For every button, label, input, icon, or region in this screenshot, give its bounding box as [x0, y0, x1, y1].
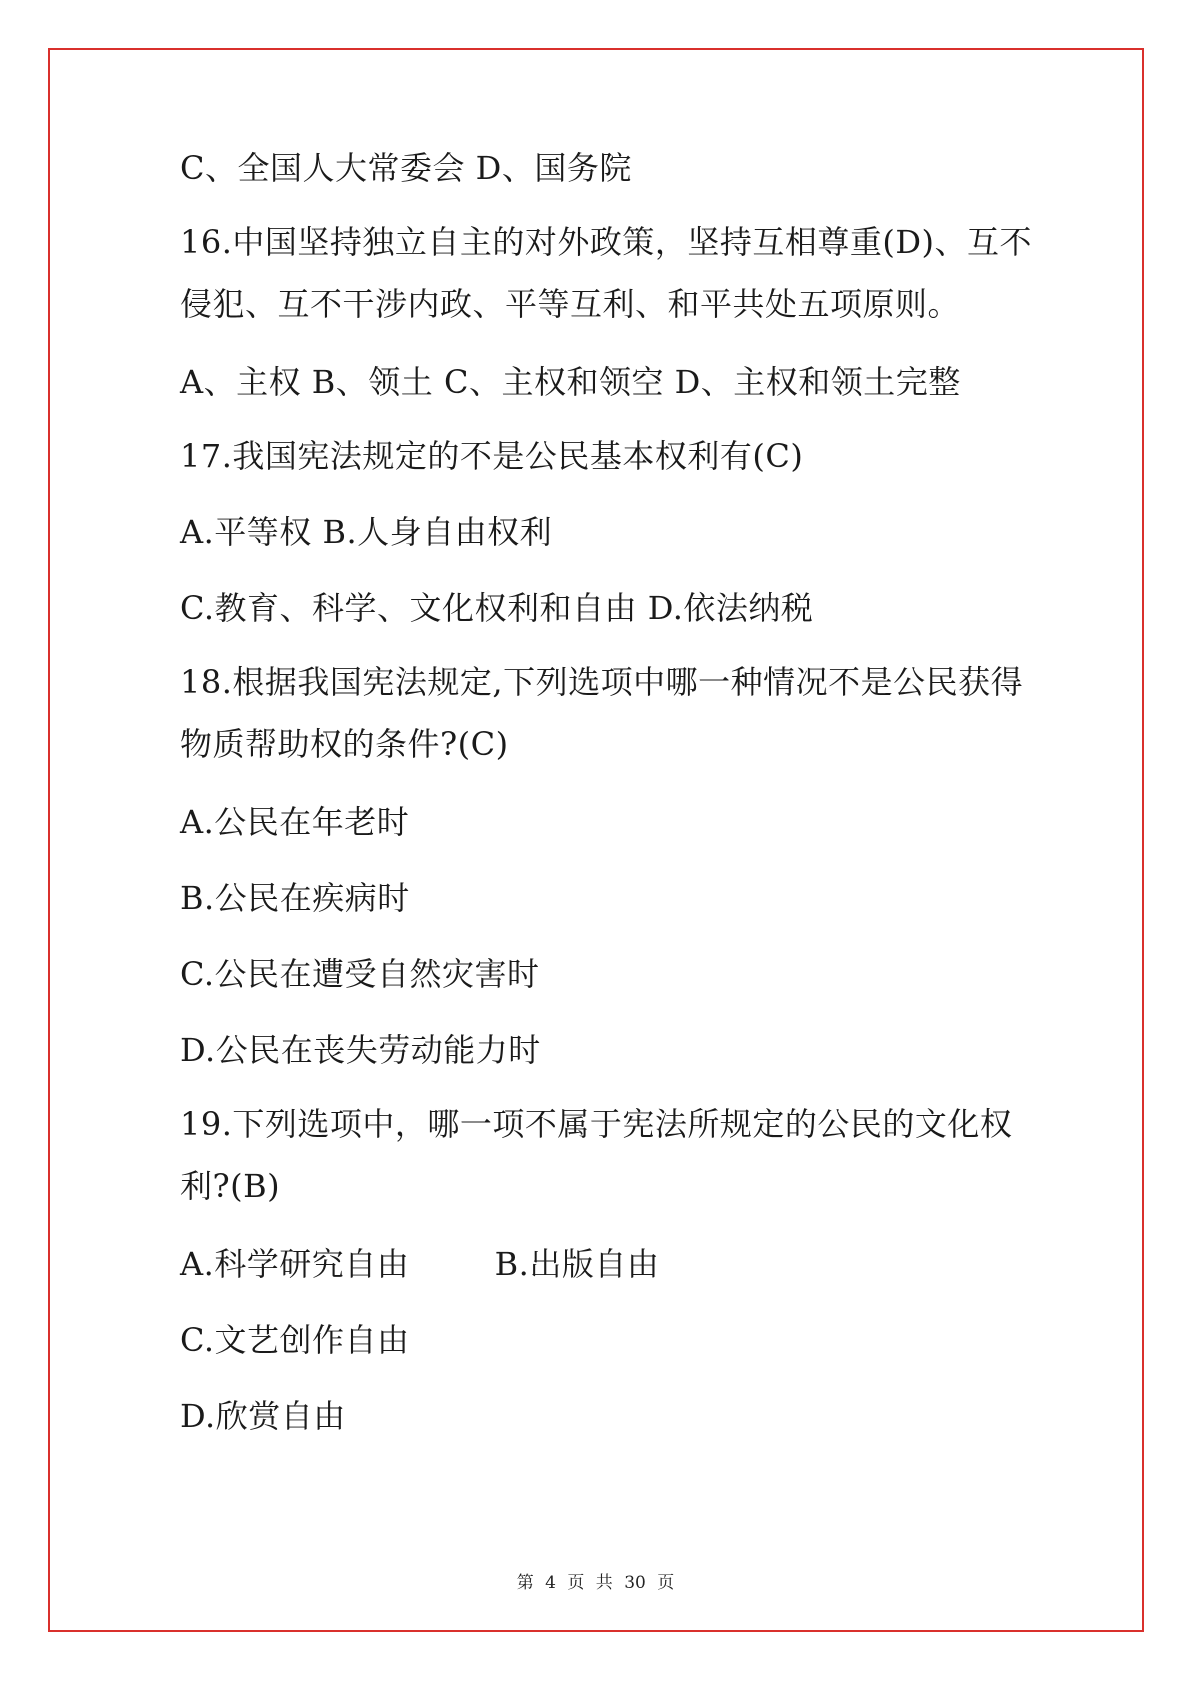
footer-prefix: 第: [516, 1573, 534, 1593]
question-17-options-ab: A.平等权 B.人身自由权利: [180, 513, 553, 551]
footer-suffix: 页: [657, 1573, 675, 1593]
question-19-line-2: 利?(B): [180, 1167, 281, 1205]
question-16-line-1: 16.中国坚持独立自主的对外政策，坚持互相尊重(D)、互不: [180, 223, 1033, 261]
question-18-option-c: C.公民在遭受自然灾害时: [180, 955, 540, 993]
question-18-option-d: D.公民在丧失劳动能力时: [180, 1031, 541, 1069]
question-16-line-2: 侵犯、互不干涉内政、平等互利、和平共处五项原则。: [180, 285, 961, 323]
question-16-options: A、主权 B、领土 C、主权和领空 D、主权和领土完整: [180, 363, 961, 401]
question-19-line-1: 19.下列选项中，哪一项不属于宪法所规定的公民的文化权: [180, 1105, 1013, 1143]
question-17-options-cd: C.教育、科学、文化权利和自由 D.依法纳税: [180, 589, 814, 627]
question-18-line-2: 物质帮助权的条件?(C): [180, 725, 509, 763]
page-number-footer: [0, 1572, 1191, 1594]
footer-current-page: 4: [545, 1573, 556, 1593]
question-18-line-1: 18.根据我国宪法规定,下列选项中哪一种情况不是公民获得: [180, 663, 1024, 701]
footer-total-word: 共: [595, 1573, 613, 1593]
question-17: 17.我国宪法规定的不是公民基本权利有(C): [180, 437, 804, 475]
text-line: C、全国人大常委会 D、国务院: [180, 149, 632, 187]
question-18-option-b: B.公民在疾病时: [180, 879, 410, 917]
question-19-options-ab: A.科学研究自由 B.出版自由: [180, 1245, 660, 1283]
footer-page-word: 页: [567, 1573, 585, 1593]
footer-total-pages: 30: [624, 1573, 646, 1593]
question-19-option-c: C.文艺创作自由: [180, 1321, 410, 1359]
question-18-option-a: A.公民在年老时: [180, 803, 410, 841]
question-19-option-d: D.欣赏自由: [180, 1397, 346, 1435]
